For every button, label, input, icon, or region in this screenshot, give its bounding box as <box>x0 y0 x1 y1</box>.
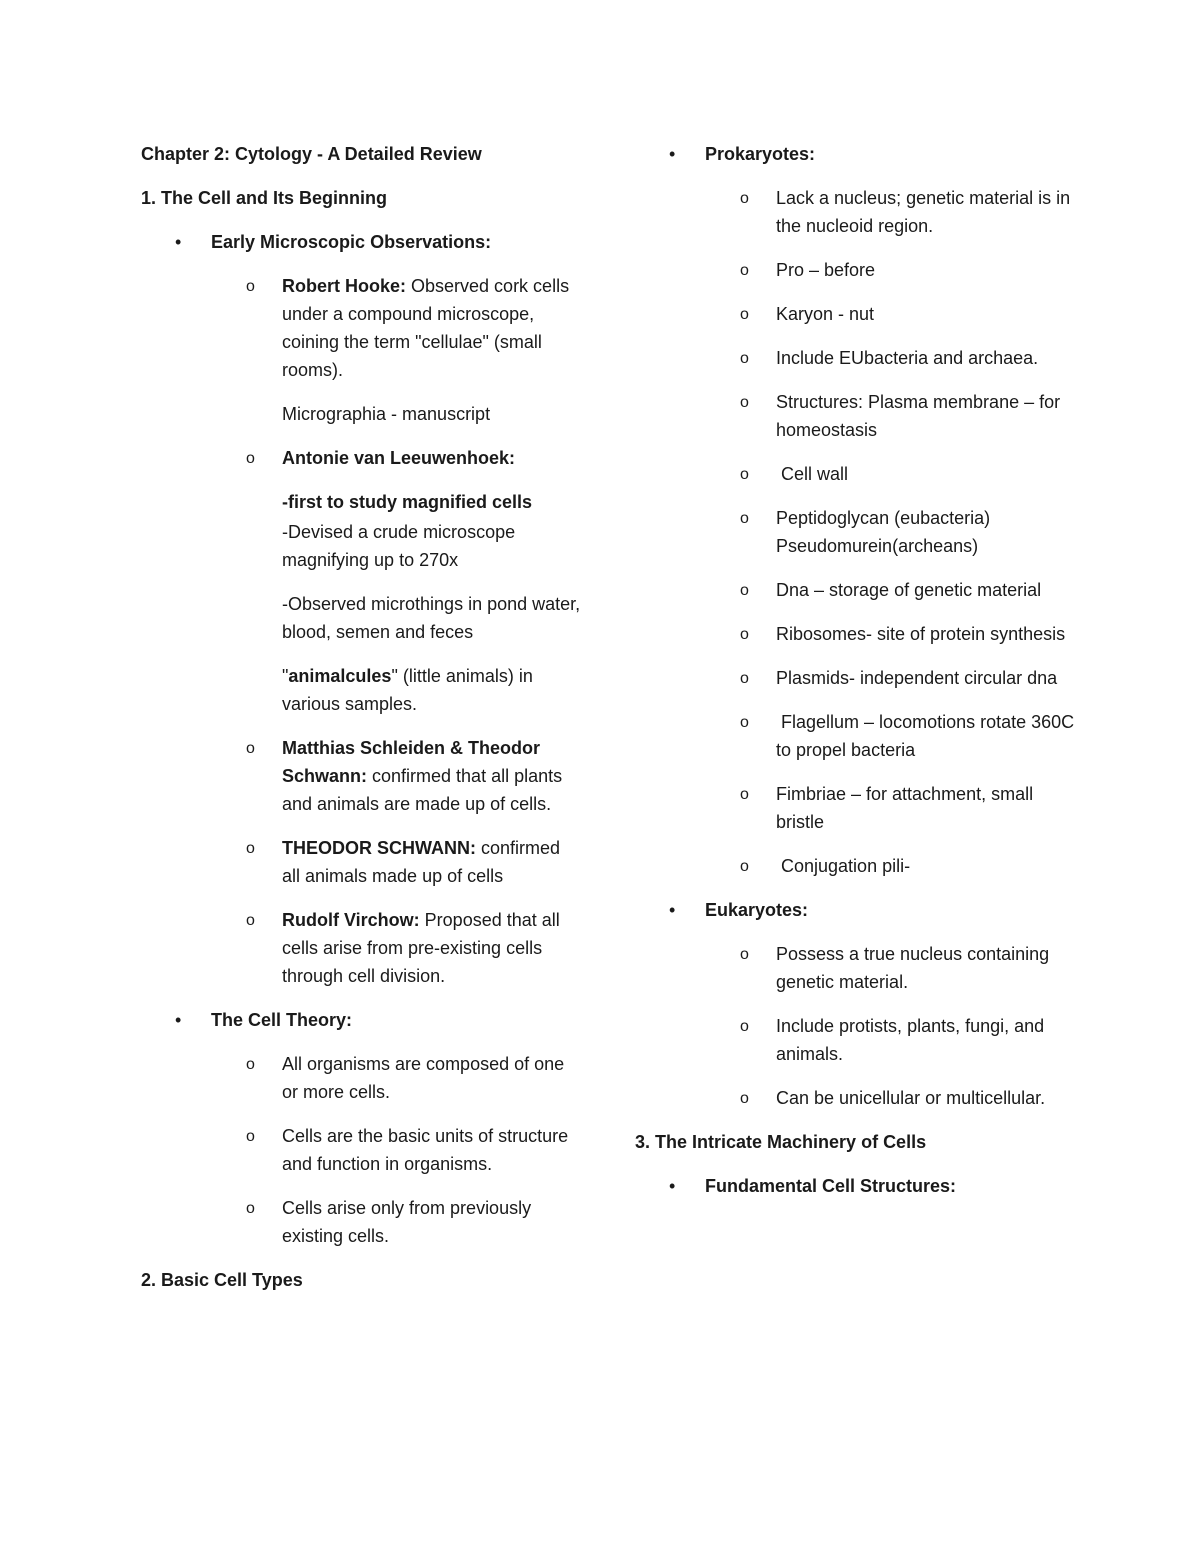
circle-bullet-icon: o <box>740 582 749 599</box>
circle-bullet-icon: o <box>740 670 749 687</box>
leeuwenhoek-name: Antonie van Leeuwenhoek: <box>282 448 516 468</box>
circle-bullet-icon: o <box>740 306 749 323</box>
section-1-heading: 1. The Cell and Its Beginning <box>141 188 388 208</box>
animalcules-term: animalcules <box>288 666 392 686</box>
leeuwenhoek-observed: -Observed microthings in pond water, blood, semen and feces <box>282 594 581 642</box>
prok-item-text: Karyon - nut <box>776 304 875 324</box>
circle-bullet-icon: o <box>740 1090 749 1107</box>
prok-item <box>635 300 1075 328</box>
bullet-cell-theory: • The Cell Theory: <box>141 1006 581 1034</box>
prok-item <box>635 184 1075 240</box>
circle-bullet-icon: o <box>246 1200 255 1217</box>
bullet-eukaryotes: • Eukaryotes: <box>635 896 1075 924</box>
circle-bullet-icon: o <box>246 1128 255 1145</box>
prok-item <box>635 620 1075 648</box>
circle-bullet-icon: o <box>740 858 749 875</box>
sub-item-hooke <box>141 272 581 384</box>
theory-item <box>141 1050 581 1106</box>
micrographia-note: Micrographia - manuscript <box>282 404 491 424</box>
circle-bullet-icon: o <box>740 394 749 411</box>
euk-item <box>635 1084 1075 1112</box>
theory-item-text: All organisms are composed of one or more cells. <box>282 1054 565 1102</box>
circle-bullet-icon: o <box>740 350 749 367</box>
circle-bullet-icon: o <box>246 278 255 295</box>
animalcules-note <box>141 662 581 718</box>
right-column <box>635 140 1080 1216</box>
schwann-text: confirmed all animals made up of cells <box>282 838 561 886</box>
prok-item <box>635 460 1075 488</box>
circle-bullet-icon: o <box>740 946 749 963</box>
prok-item-text: Cell wall <box>776 464 849 484</box>
prok-item-text: Conjugation pili- <box>776 856 911 876</box>
euk-item-text: Include protists, plants, fungi, and animals. <box>776 1016 1045 1064</box>
euk-item-text: Possess a true nucleus containing genetic material. <box>776 944 1050 992</box>
hooke-text: Observed cork cells under a compound microscope, coining the term "cellulae" (small rooms). <box>282 276 570 380</box>
leeuwenhoek-devised: -Devised a crude microscope magnifying up to 270x <box>282 522 516 570</box>
circle-bullet-icon: o <box>740 466 749 483</box>
prok-item-text: Structures: Plasma membrane – for homeostasis <box>776 392 1061 440</box>
circle-bullet-icon: o <box>740 262 749 279</box>
prok-item <box>635 780 1075 836</box>
sub-item-virchow <box>141 906 581 990</box>
prok-item <box>635 708 1080 764</box>
prok-item <box>635 504 1075 560</box>
theory-item-text: Cells arise only from previously existing cells. <box>282 1198 532 1246</box>
prok-item-text: Fimbriae – for attachment, small bristle <box>776 784 1034 832</box>
bullet-early-observations: • Early Microscopic Observations: <box>141 228 581 256</box>
prok-item-text: Dna – storage of genetic material <box>776 580 1042 600</box>
left-column <box>141 140 581 1310</box>
circle-bullet-icon: o <box>246 840 255 857</box>
prok-item-text: Ribosomes- site of protein synthesis <box>776 624 1066 644</box>
circle-bullet-icon: o <box>246 450 255 467</box>
circle-bullet-icon: o <box>246 1056 255 1073</box>
section-2-heading: 2. Basic Cell Types <box>141 1270 303 1290</box>
virchow-text: Proposed that all cells arise from pre-existing cells through cell division. <box>282 910 560 986</box>
leeuwenhoek-first-text: -first to study magnified cells <box>282 492 533 512</box>
hooke-name: Robert Hooke: <box>282 276 407 296</box>
sub-item-leeuwenhoek <box>141 444 581 472</box>
euk-item <box>635 940 1075 996</box>
sub-item-schwann <box>141 834 581 890</box>
circle-bullet-icon: o <box>740 786 749 803</box>
bullet-fundamental-structures: • Fundamental Cell Structures: <box>635 1172 1075 1200</box>
page-title: Chapter 2: Cytology - A Detailed Review <box>141 144 482 164</box>
prok-item <box>635 256 1075 284</box>
section-3-heading: 3. The Intricate Machinery of Cells <box>635 1132 927 1152</box>
prok-item <box>635 576 1075 604</box>
euk-item-text: Can be unicellular or multicellular. <box>776 1088 1046 1108</box>
leeuwenhoek-first <box>141 488 581 516</box>
circle-bullet-icon: o <box>740 1018 749 1035</box>
prok-item-text: Lack a nucleus; genetic material is in the nucleoid region. <box>776 188 1071 236</box>
schleiden-text: confirmed that all plants and animals are made up of cells. <box>282 766 563 814</box>
quote-open: " <box>282 666 289 686</box>
circle-bullet-icon: o <box>246 740 255 757</box>
theory-item-text: Cells are the basic units of structure and function in organisms. <box>282 1126 569 1174</box>
schwann-name: THEODOR SCHWANN: <box>282 838 476 858</box>
prok-item-text: Include EUbacteria and archaea. <box>776 348 1039 368</box>
theory-item <box>141 1194 581 1250</box>
sub-item-schleiden <box>141 734 581 818</box>
bullet-prokaryotes: • Prokaryotes: <box>635 140 1075 168</box>
prok-item <box>635 388 1075 444</box>
prok-item-text: Flagellum – locomotions rotate 360C to propel bacteria <box>776 712 1080 760</box>
prok-item <box>635 664 1075 692</box>
virchow-name: Rudolf Virchow: <box>282 910 420 930</box>
circle-bullet-icon: o <box>740 510 749 527</box>
circle-bullet-icon: o <box>740 190 749 207</box>
circle-bullet-icon: o <box>740 714 749 731</box>
circle-bullet-icon: o <box>246 912 255 929</box>
prok-item-text: Pro – before <box>776 260 876 280</box>
animalcules-rest: " (little animals) in various samples. <box>282 666 533 714</box>
prok-item <box>635 852 1075 880</box>
prok-item-text: Peptidoglycan (eubacteria) Pseudomurein(archeans) <box>776 508 991 556</box>
prok-item <box>635 344 1075 372</box>
circle-bullet-icon: o <box>740 626 749 643</box>
theory-item <box>141 1122 581 1178</box>
prok-item-text: Plasmids- independent circular dna <box>776 668 1058 688</box>
euk-item <box>635 1012 1075 1068</box>
schleiden-name: Matthias Schleiden & Theodor Schwann: <box>282 738 541 786</box>
